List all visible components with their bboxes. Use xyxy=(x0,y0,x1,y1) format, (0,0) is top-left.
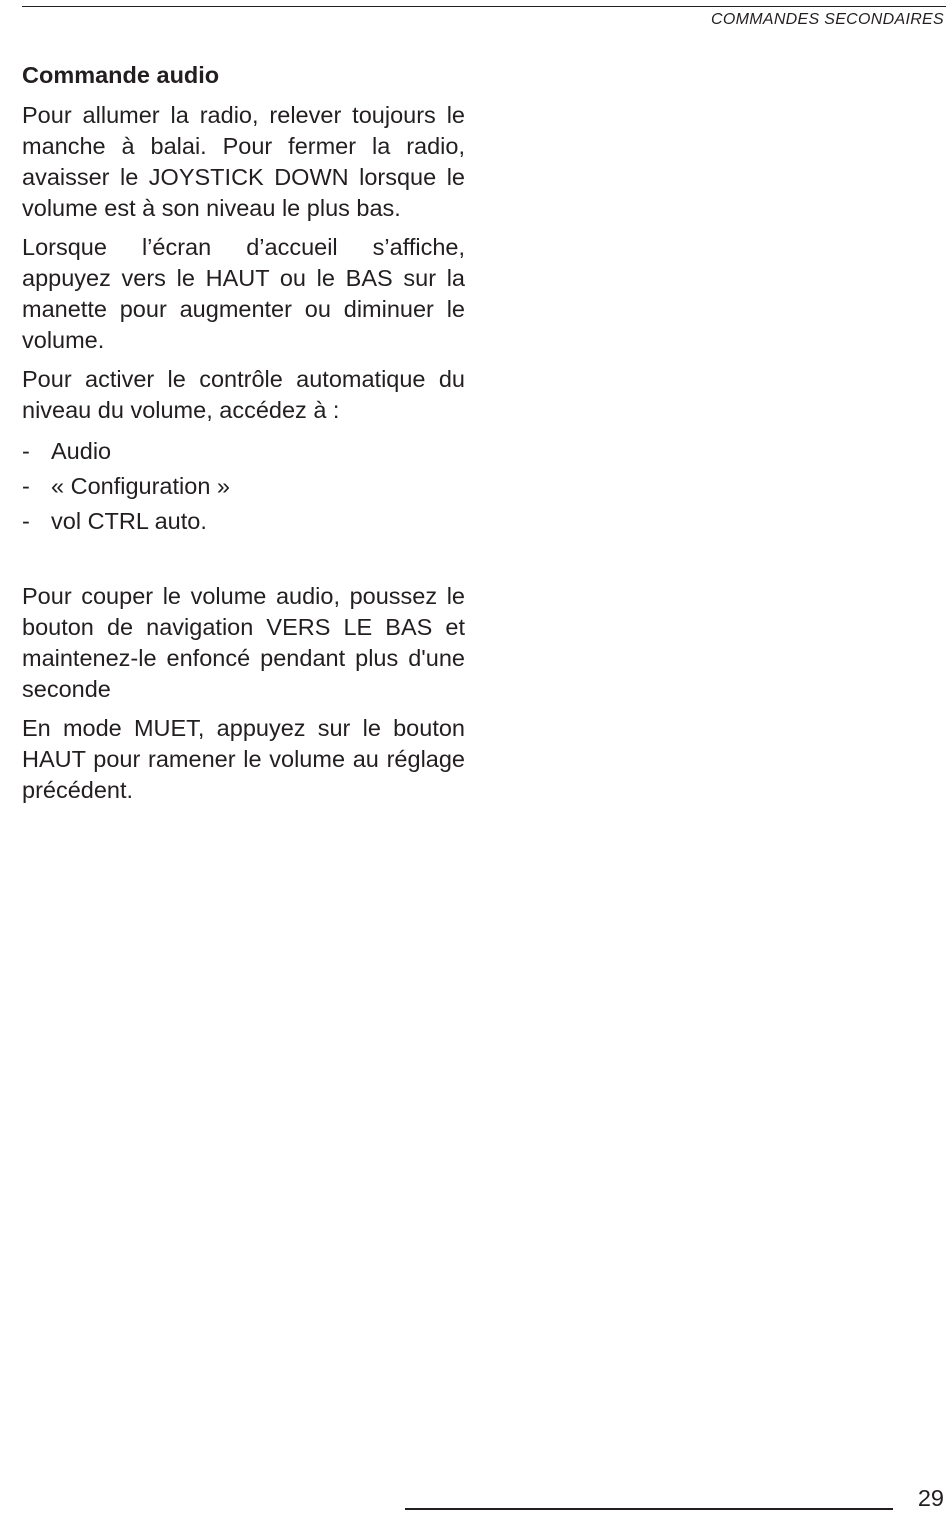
section-title: Commande audio xyxy=(22,62,220,88)
paragraph-mute: Pour couper le volume audio, poussez le bouton de navigation VERS LE BAS et maintenez-le enfoncé pendant plus d'une seconde xyxy=(22,583,465,702)
header-rule xyxy=(22,6,946,7)
footer-rule xyxy=(405,1508,893,1510)
list-bullet: - xyxy=(22,438,30,464)
main-content xyxy=(22,60,465,814)
running-header: COMMANDES SECONDAIRES xyxy=(711,11,944,28)
paragraph-volume: Lorsque l’écran d’accueil s’affiche, appuyez vers le HAUT ou le BAS sur la manette pour augmenter ou diminuer le volume. xyxy=(22,234,465,353)
list-bullet: - xyxy=(22,473,30,499)
menu-path-list xyxy=(22,434,465,539)
list-item-label: « Configuration » xyxy=(51,473,230,499)
list-item xyxy=(22,504,465,539)
list-bullet: - xyxy=(22,508,30,534)
paragraph-power: Pour allumer la radio, relever toujours le manche à balai. Pour fermer la radio, avaisser le JOYSTICK DOWN lorsque le volume est à son niveau le plus bas. xyxy=(22,102,465,221)
list-item-label: Audio xyxy=(51,438,112,464)
paragraph-unmute: En mode MUET, appuyez sur le bouton HAUT pour ramener le volume au réglage précédent. xyxy=(22,715,465,803)
list-item-label: vol CTRL auto. xyxy=(51,508,207,534)
list-item xyxy=(22,434,465,469)
list-item xyxy=(22,469,465,504)
paragraph-auto-volume: Pour activer le contrôle automatique du niveau du volume, accédez à : xyxy=(22,366,465,423)
section-spacer xyxy=(22,539,465,581)
page-number: 29 xyxy=(917,1485,944,1511)
